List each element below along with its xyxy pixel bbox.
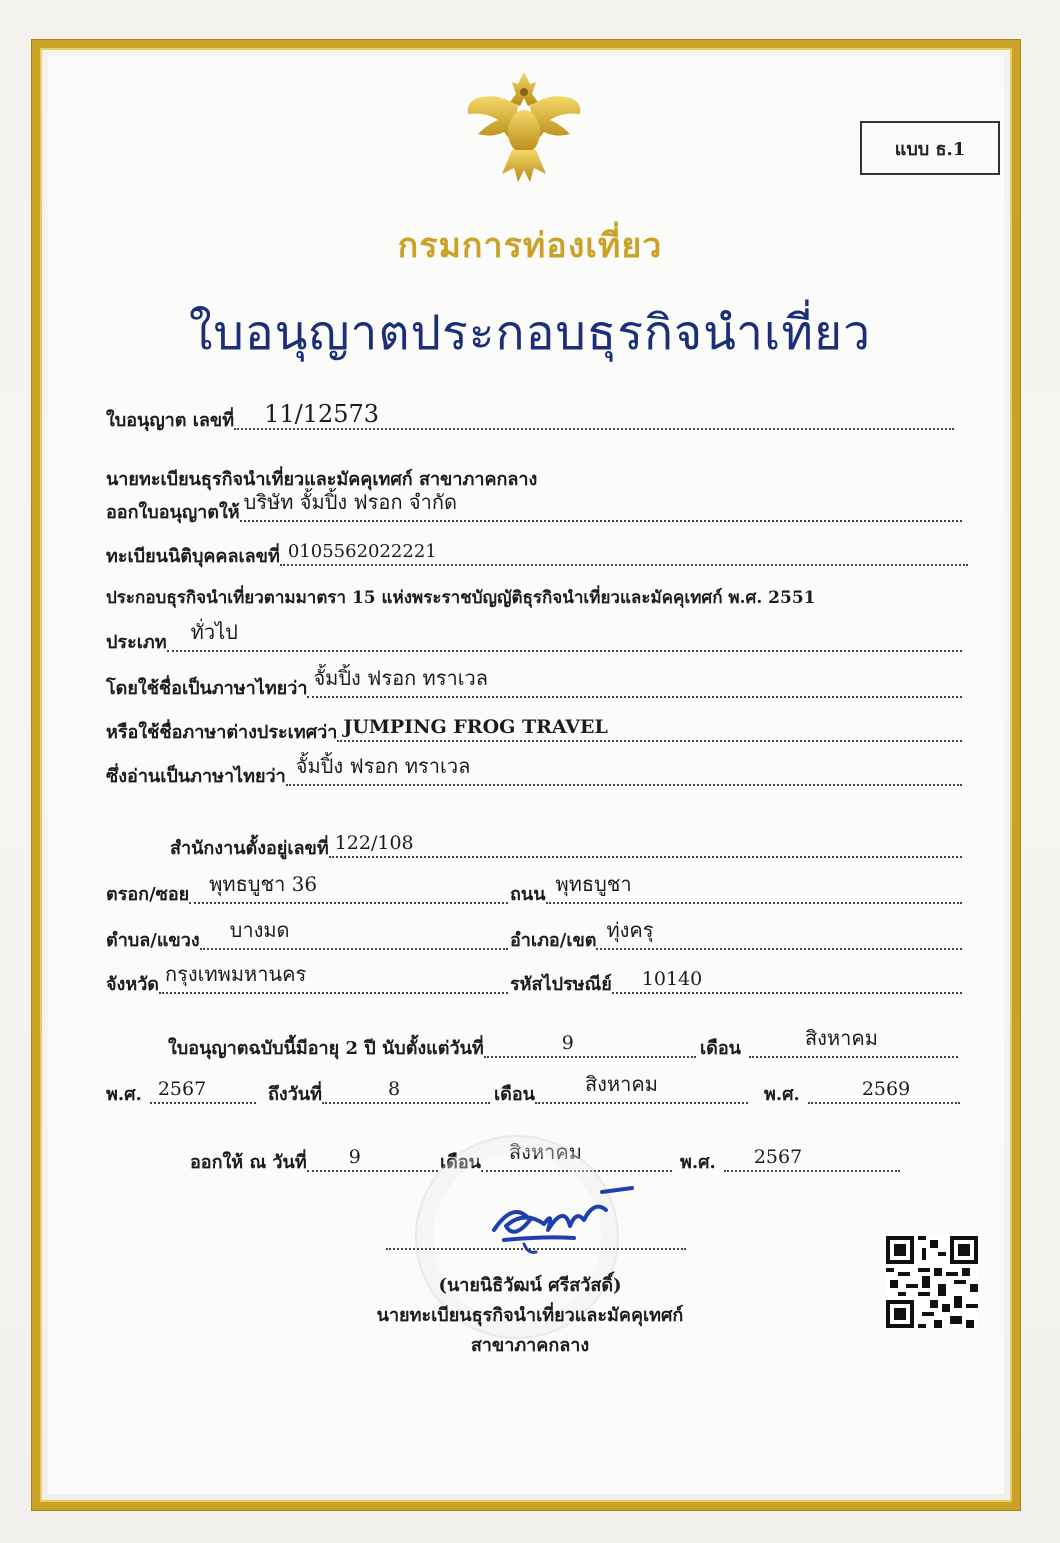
- page-title: ใบอนุญาตประกอบธุรกิจนำเที่ยว: [188, 305, 872, 361]
- signatory-branch: สาขาภาคกลาง: [470, 1335, 590, 1356]
- issue-day: 9: [348, 1146, 361, 1168]
- validity-month-label: เดือน: [700, 1038, 741, 1059]
- type-label: ประเภท: [106, 632, 167, 653]
- reading-label: ซึ่งอ่านเป็นภาษาไทยว่า: [106, 766, 286, 787]
- road-label: ถนน: [510, 884, 546, 905]
- soi-row: [106, 872, 508, 910]
- grantee-value: บริษัท จั้มปิ้ง ฟรอก จำกัด: [243, 490, 457, 514]
- validity-end-year: 2569: [861, 1078, 911, 1100]
- signature-line: [386, 1246, 686, 1250]
- postal-row: [510, 966, 962, 1000]
- validity-end-day: 8: [387, 1078, 401, 1100]
- subdistrict-label: ตำบล/แขวง: [106, 930, 200, 951]
- validity-end-month: สิงหาคม: [584, 1072, 658, 1096]
- type-row: [106, 620, 962, 658]
- grantee-label: ออกใบอนุญาตให้: [106, 502, 240, 523]
- thai-name-row: [106, 666, 962, 704]
- issue-month-label: เดือน: [440, 1152, 481, 1173]
- validity-end-month-row: [494, 1072, 748, 1110]
- license-number-row: [106, 402, 954, 436]
- postal-label: รหัสไปรษณีย์: [510, 974, 612, 995]
- district-label: อำเภอ/เขต: [510, 930, 597, 951]
- department-name: กรมการท่องเที่ยว: [397, 226, 663, 266]
- validity-start-month-row: [700, 1026, 958, 1064]
- validity-end-year-row: [764, 1076, 960, 1110]
- issuer-line: นายทะเบียนธุรกิจนำเที่ยวและมัคคุเทศก์ สาขาภาคกลาง: [106, 469, 538, 490]
- subdistrict-row: [106, 918, 508, 956]
- validity-start-row: [168, 1030, 696, 1064]
- thai-name-value: จั้มปิ้ง ฟรอก ทราเวล: [313, 666, 489, 690]
- license-number-label: ใบอนุญาต เลขที่: [106, 410, 235, 431]
- form-code-box: แบบ ธ.1: [860, 121, 1000, 175]
- validity-end-day-row: [268, 1076, 490, 1110]
- qr-code-icon: [886, 1236, 978, 1328]
- garuda-emblem-icon: [458, 62, 590, 194]
- soi-value: พุทธบูชา 36: [209, 872, 318, 896]
- validity-start-month: สิงหาคม: [804, 1026, 878, 1050]
- province-label: จังหวัด: [106, 974, 159, 995]
- registration-value: 0105562022221: [287, 541, 437, 562]
- soi-label: ตรอก/ซอย: [106, 884, 190, 905]
- validity-intro-label: ใบอนุญาตฉบับนี้มีอายุ 2 ปี นับตั้งแต่วันที่: [168, 1038, 484, 1059]
- issue-be-label: พ.ศ.: [680, 1152, 716, 1173]
- office-row: [170, 830, 962, 864]
- end-be-label: พ.ศ.: [764, 1084, 800, 1105]
- road-value: พุทธบูชา: [555, 872, 632, 896]
- reading-row: [106, 754, 962, 792]
- foreign-name-value: JUMPING FROG TRAVEL: [343, 716, 608, 738]
- postal-value: 10140: [641, 968, 703, 990]
- issue-year: 2567: [753, 1146, 803, 1168]
- province-value: กรุงเทพมหานคร: [165, 962, 307, 986]
- issue-day-row: [190, 1144, 438, 1178]
- grantee-row: [106, 490, 962, 528]
- signatory-position: นายทะเบียนธุรกิจนำเที่ยวและมัคคุเทศก์: [376, 1305, 684, 1326]
- signatory-name: (นายนิธิวัฒน์ ศรีสวัสดิ์): [438, 1275, 622, 1296]
- registration-row: [106, 538, 968, 572]
- reading-value: จั้มปิ้ง ฟรอก ทราเวล: [295, 754, 471, 778]
- issue-label: ออกให้ ณ วันที่: [190, 1152, 307, 1173]
- issue-month: สิงหาคม: [508, 1140, 582, 1164]
- office-label: สำนักงานตั้งอยู่เลขที่: [170, 838, 329, 859]
- validity-start-year: 2567: [157, 1078, 207, 1100]
- registration-label: ทะเบียนนิติบุคคลเลขที่: [106, 546, 280, 567]
- validity-start-day: 9: [561, 1032, 574, 1054]
- end-month-label: เดือน: [494, 1084, 535, 1105]
- province-row: [106, 962, 508, 1000]
- validity-start-year-row: [106, 1076, 256, 1110]
- foreign-name-row: [106, 714, 962, 748]
- start-be-label: พ.ศ.: [106, 1084, 142, 1105]
- license-number-value: 11/12573: [264, 400, 380, 428]
- until-label: ถึงวันที่: [268, 1084, 322, 1105]
- subdistrict-value: บางมด: [229, 918, 290, 942]
- issue-year-row: [680, 1144, 900, 1178]
- thai-name-label: โดยใช้ชื่อเป็นภาษาไทยว่า: [106, 678, 308, 699]
- district-row: [510, 918, 962, 956]
- statute-line: ประกอบธุรกิจนำเที่ยวตามมาตรา 15 แห่งพระราชบัญญัติธุรกิจนำเที่ยวและมัคคุเทศก์ พ.ศ. 2551: [106, 588, 816, 608]
- foreign-name-label: หรือใช้ชื่อภาษาต่างประเทศว่า: [106, 722, 338, 743]
- type-value: ทั่วไป: [190, 620, 238, 644]
- district-value: ทุ่งครุ: [606, 918, 654, 942]
- office-value: 122/108: [334, 832, 414, 854]
- road-row: [510, 872, 962, 910]
